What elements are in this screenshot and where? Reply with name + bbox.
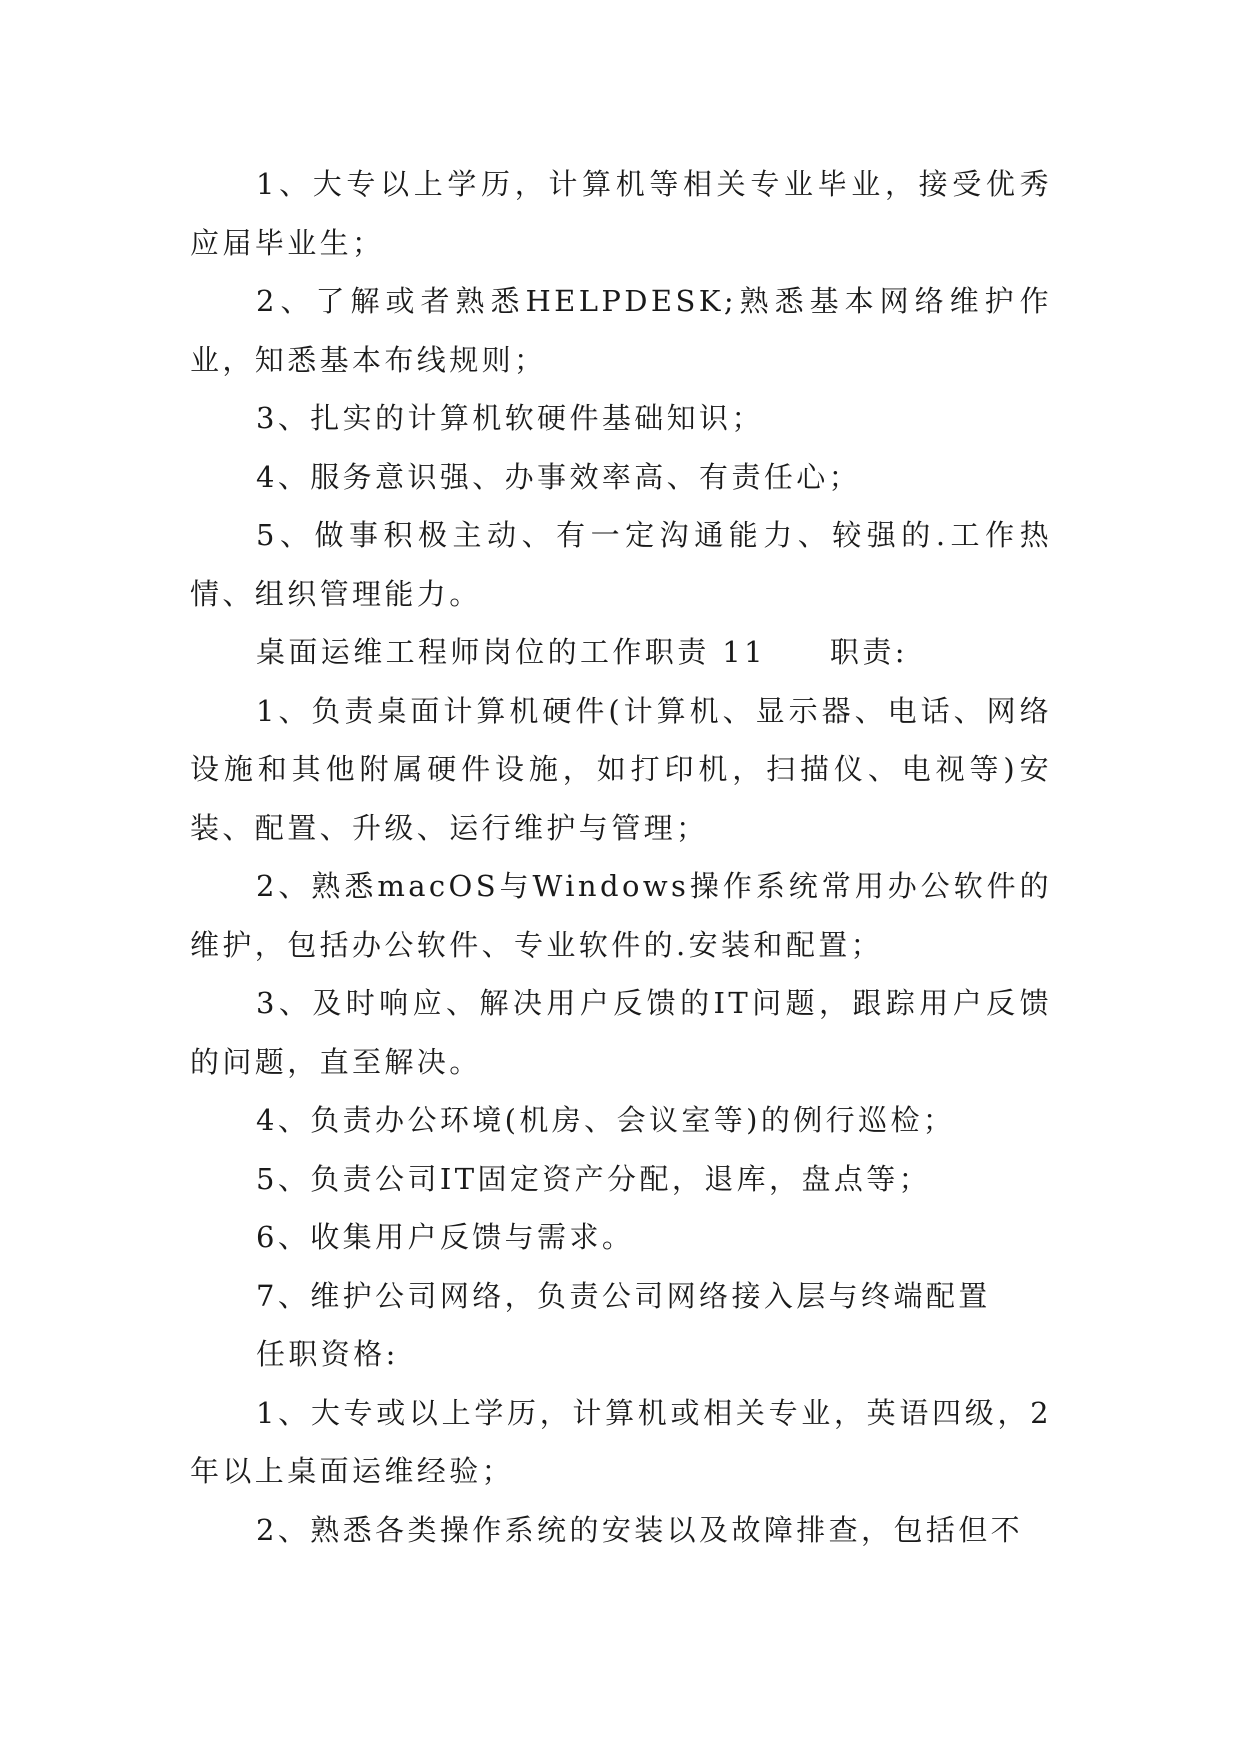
qualification-paragraph-2: 2、熟悉各类操作系统的安装以及故障排查，包括但不: [256, 1512, 1024, 1547]
duty-paragraph-2: 2、熟悉macOS与Windows操作系统常用办公软件的维护，包括办公软件、专业软件的.安装和配置；: [190, 869, 1052, 962]
duty-paragraph-6: 6、收集用户反馈与需求。: [256, 1220, 635, 1254]
requirement-paragraph-4: 4、服务意识强、办事效率高、有责任心；: [256, 459, 862, 494]
requirement-paragraph-1: 1、大专以上学历，计算机等相关专业毕业，接受优秀应届毕业生；: [190, 167, 1052, 260]
requirement-paragraph-5: 5、做事积极主动、有一定沟通能力、较强的.工作热情、组织管理能力。: [190, 518, 1052, 611]
section-heading-label: 职责:: [829, 635, 908, 669]
duty-paragraph-4: 4、负责办公环境(机房、会议室等)的例行巡检；: [256, 1103, 956, 1137]
duty-paragraph-3: 3、及时响应、解决用户反馈的IT问题，跟踪用户反馈的问题，直至解决。: [190, 986, 1052, 1079]
duty-paragraph-7: 7、维护公司网络，负责公司网络接入层与终端配置: [256, 1278, 991, 1313]
requirement-paragraph-2: 2、了解或者熟悉HELPDESK;熟悉基本网络维护作业，知悉基本布线规则；: [190, 284, 1052, 377]
requirement-paragraph-3: 3、扎实的计算机软硬件基础知识；: [256, 401, 764, 435]
qualification-paragraph-1: 1、大专或以上学历，计算机或相关专业，英语四级，2年以上桌面运维经验；: [190, 1395, 1052, 1488]
document-page: [190, 155, 1052, 1559]
section-heading-title: 桌面运维工程师岗位的工作职责 11: [256, 635, 766, 669]
duty-paragraph-1: 1、负责桌面计算机硬件(计算机、显示器、电话、网络设施和其他附属硬件设施，如打印机，扫描仪、电视等)安装、配置、升级、运行维护与管理；: [190, 693, 1052, 845]
section-heading: [190, 623, 1052, 682]
qualifications-heading: 任职资格:: [256, 1337, 399, 1371]
duty-paragraph-5: 5、负责公司IT固定资产分配，退库，盘点等；: [256, 1161, 932, 1196]
